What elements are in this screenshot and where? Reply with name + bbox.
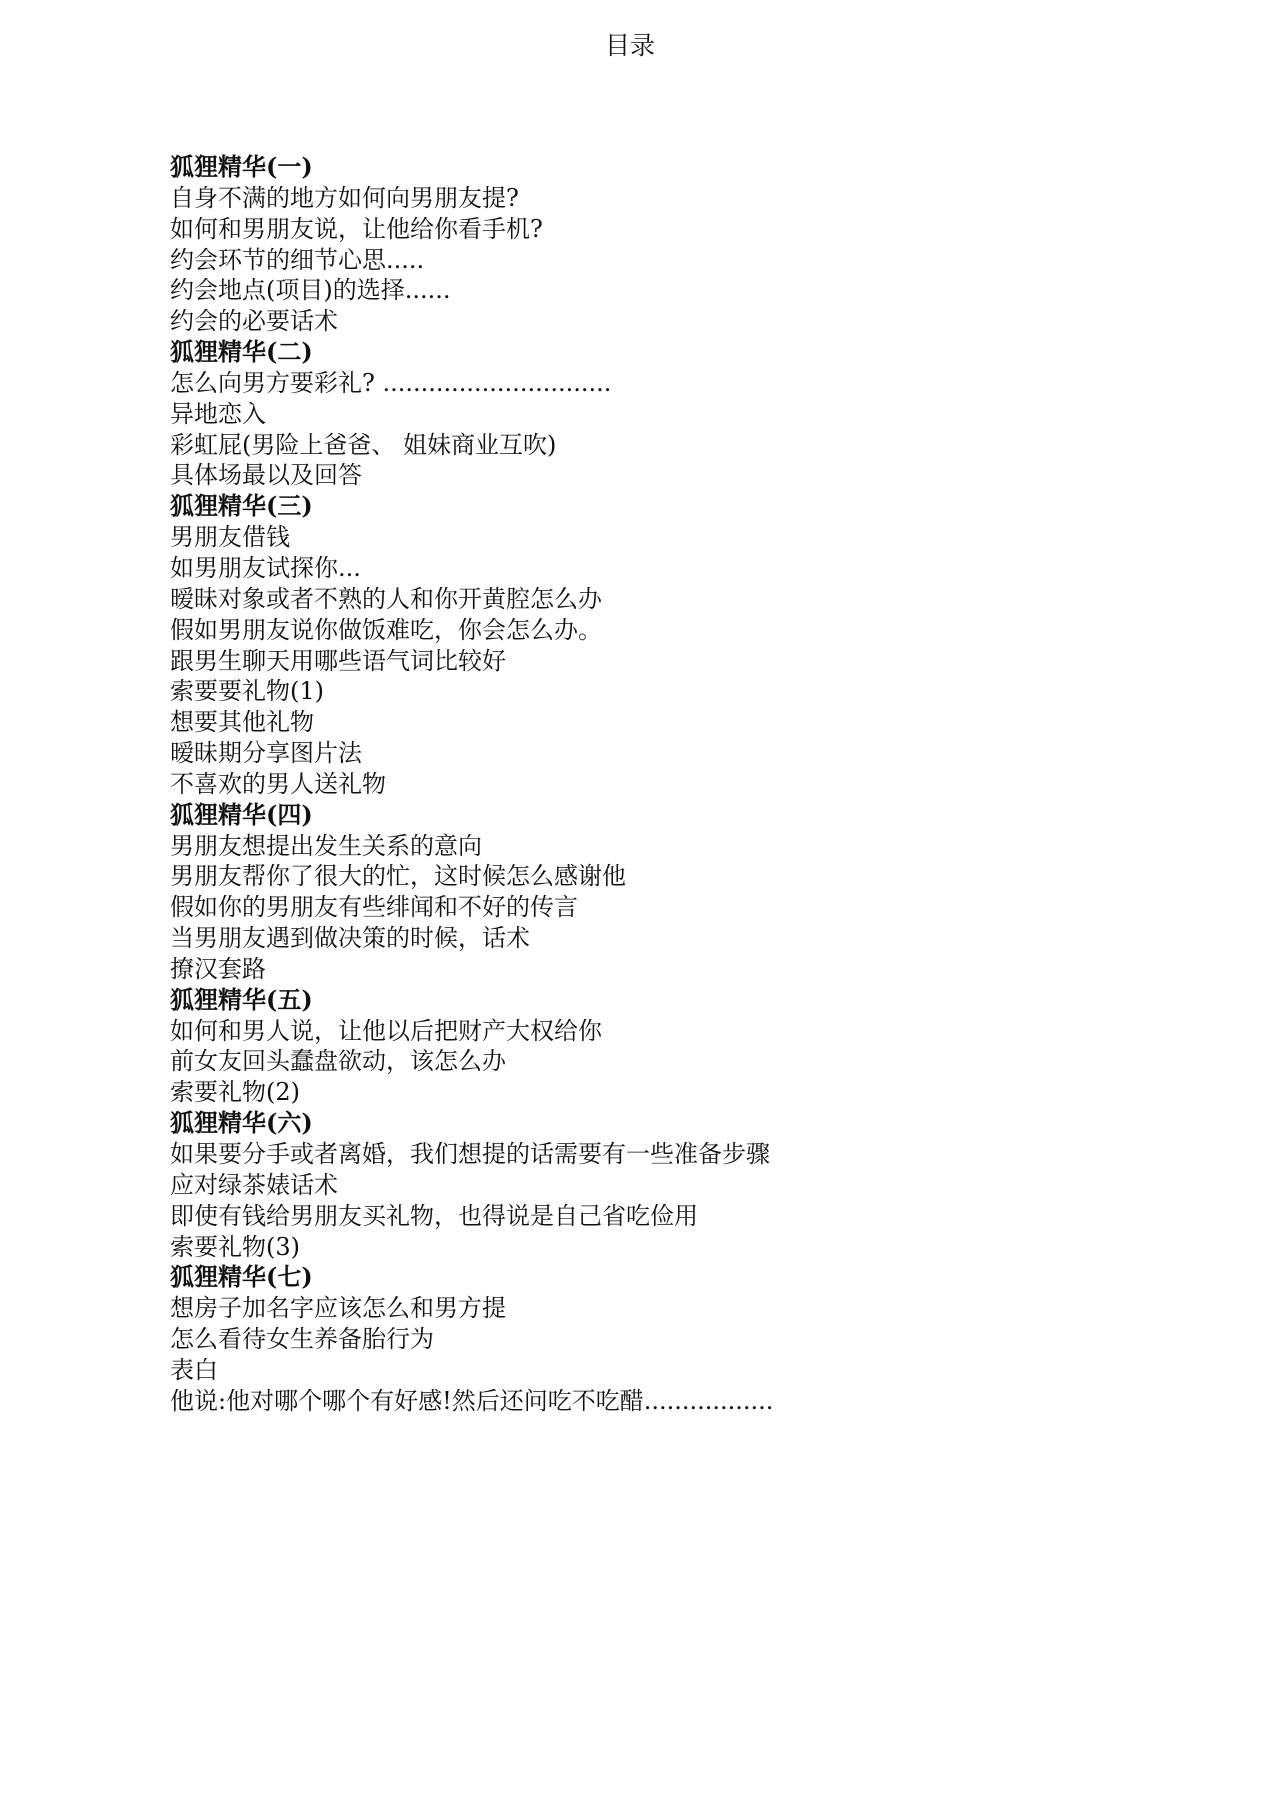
toc-section-heading: 狐狸精华(二): [170, 337, 313, 367]
toc-item: 彩虹屁(男险上爸爸、 姐妹商业互吹): [170, 430, 557, 459]
toc-item: 前女友回头蠢盘欲动，该怎么办: [170, 1047, 506, 1076]
toc-item: 索要礼物(3): [170, 1232, 300, 1261]
toc-section-heading: 狐狸精华(三): [170, 491, 313, 521]
toc-item: 男朋友借钱: [170, 523, 290, 552]
toc-item: 男朋友帮你了很大的忙，这时候怎么感谢他: [170, 862, 626, 891]
toc-item: 怎么看待女生养备胎行为: [170, 1325, 434, 1354]
toc-item: 假如男朋友说你做饭难吃，你会怎么办。: [170, 615, 602, 644]
toc-item: 约会地点(项目)的选择......: [170, 276, 451, 305]
toc-item: 异地恋入: [170, 399, 266, 428]
toc-item: 暧昧期分享图片法: [170, 739, 362, 768]
toc-item: 当男朋友遇到做决策的时候，话术: [170, 924, 530, 953]
toc-item: 想要其他礼物: [170, 708, 314, 737]
toc-section-heading: 狐狸精华(四): [170, 799, 313, 829]
toc-item: 索要要礼物(1): [170, 677, 324, 706]
toc-item: 怎么向男方要彩礼? ..............................: [170, 368, 612, 397]
toc-item: 不喜欢的男人送礼物: [170, 769, 386, 798]
toc-item: 跟男生聊天用哪些语气词比较好: [170, 646, 506, 675]
toc-section-heading: 狐狸精华(五): [170, 984, 313, 1014]
toc-item: 索要礼物(2): [170, 1078, 300, 1107]
toc-item: 自身不满的地方如何向男朋友提?: [170, 183, 519, 212]
toc-section-heading: 狐狸精华(六): [170, 1108, 313, 1138]
toc-section-heading: 狐狸精华(一): [170, 152, 313, 181]
toc-item: 即使有钱给男朋友买礼物，也得说是自己省吃俭用: [170, 1201, 698, 1230]
toc-item: 表白: [170, 1355, 218, 1384]
toc-item: 他说:他对哪个哪个有好感!然后还问吃不吃醋.................: [170, 1386, 774, 1415]
toc-item: 想房子加名字应该怎么和男方提: [170, 1294, 506, 1323]
toc-item: 男朋友想提出发生关系的意向: [170, 831, 482, 860]
toc-item: 如何和男朋友说，让他给你看手机?: [170, 214, 543, 243]
toc-item: 暧昧对象或者不熟的人和你开黄腔怎么办: [170, 584, 602, 613]
toc-item: 约会的必要话术: [170, 307, 338, 336]
toc-item: 如男朋友试探你...: [170, 553, 361, 582]
toc-item: 具体场最以及回答: [170, 461, 362, 490]
table-of-contents: [170, 152, 1170, 1417]
toc-item: 如何和男人说，让他以后把财产大权给你: [170, 1016, 602, 1045]
toc-item: 假如你的男朋友有些绯闻和不好的传言: [170, 893, 578, 922]
toc-item: 约会环节的细节心思.....: [170, 245, 425, 274]
toc-section-heading: 狐狸精华(七): [170, 1262, 313, 1292]
toc-item: 撩汉套路: [170, 954, 266, 983]
page-title: 目录: [604, 31, 655, 60]
toc-item: 应对绿茶婊话术: [170, 1170, 338, 1199]
toc-item: 如果要分手或者离婚，我们想提的话需要有一些准备步骤: [170, 1140, 770, 1168]
